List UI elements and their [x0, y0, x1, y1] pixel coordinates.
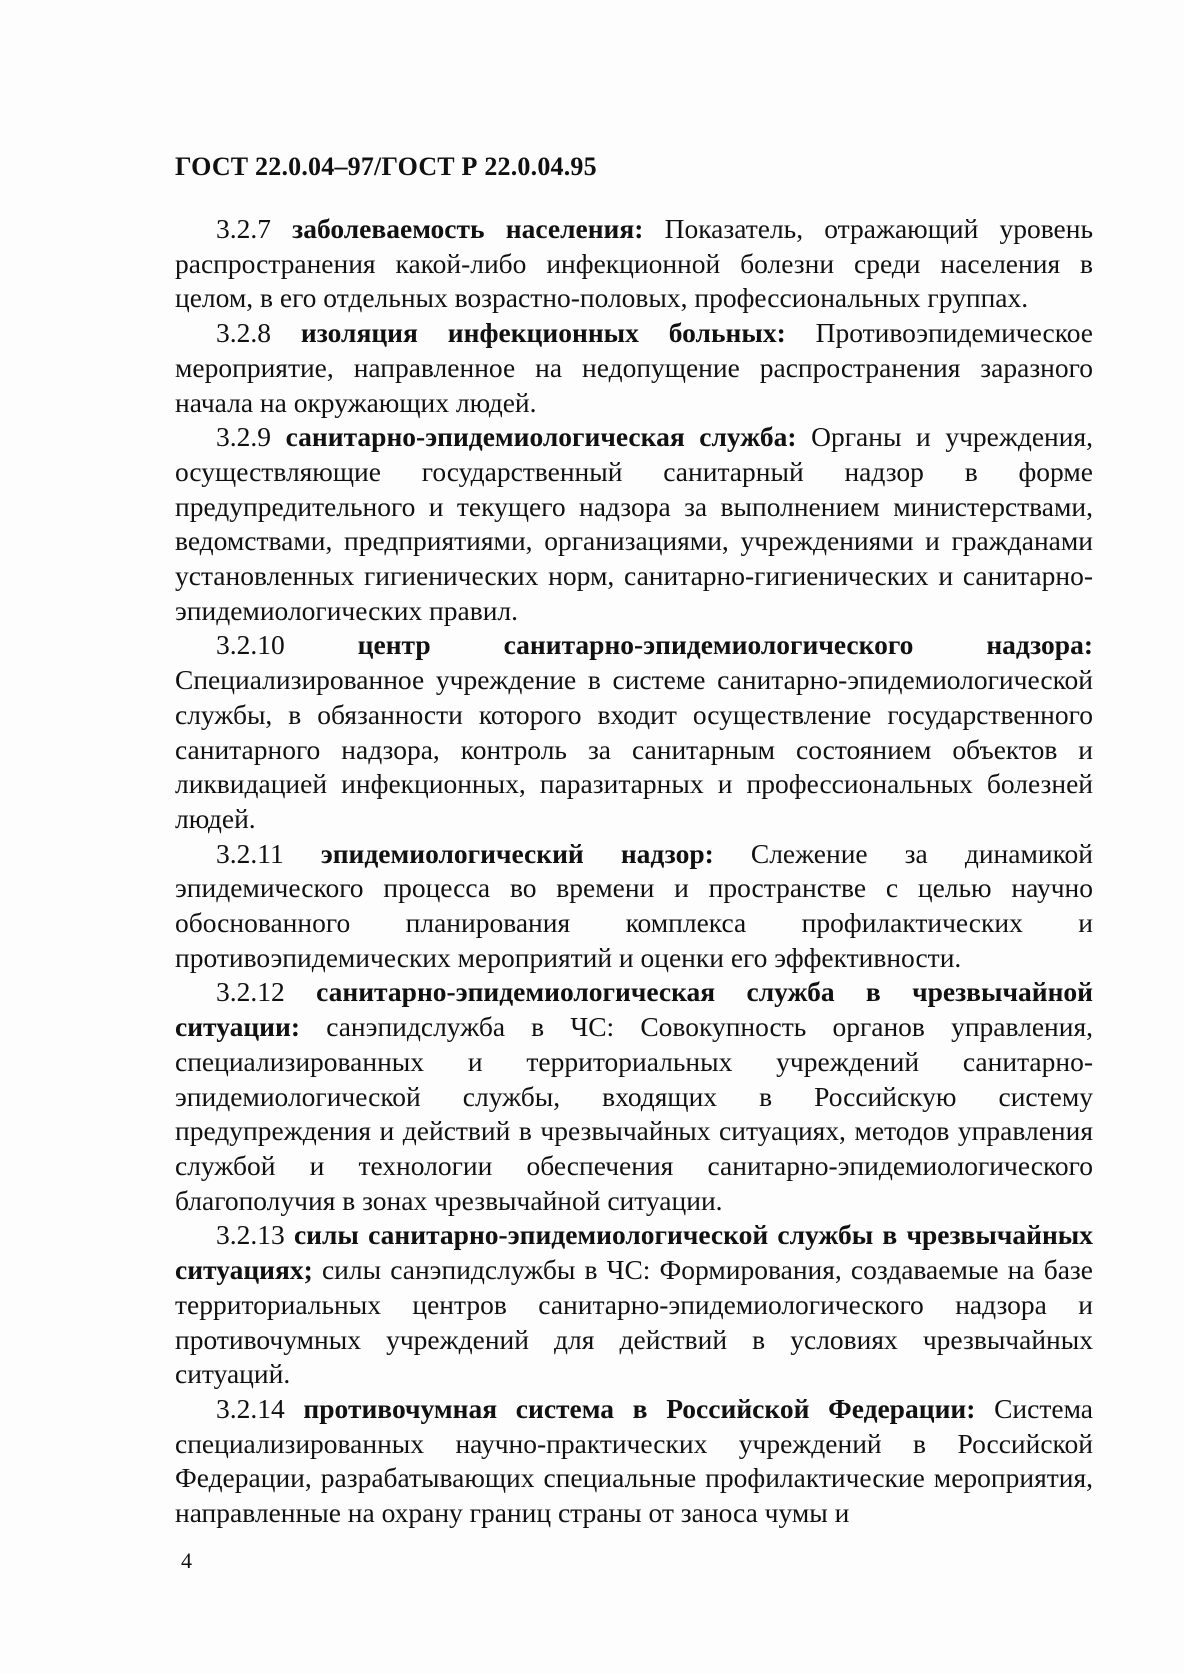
term-3-2-14 [175, 1392, 1093, 1531]
term-3-2-10 [175, 628, 1093, 836]
term-name: противочумная система в Российской Федерации: [303, 1392, 976, 1424]
term-name: санитарно-эпидемиологическая служба в чрезвычайной ситуации: [175, 976, 1094, 1043]
term-name: изоляция инфекционных больных: [300, 317, 786, 349]
term-3-2-12 [175, 975, 1093, 1218]
term-3-2-7 [175, 212, 1093, 316]
terms-section [175, 212, 1093, 1531]
term-definition: Показатель, отражающий уровень распространения какой-либо инфекционной болезни среди населения в целом, в его отдельных возрастно-половых, профессиональных группах. [175, 213, 1094, 314]
term-definition: силы санэпидслужбы в ЧС: Формирования, создаваемые на базе территориальных центров санитарно-эпидемиологического надзора и противочумных учреждений для действий в условиях чрезвычайных ситуаций. [175, 1254, 1094, 1390]
term-number: 3.2.13 [216, 1219, 285, 1251]
term-number: 3.2.9 [216, 421, 271, 453]
term-3-2-11 [175, 837, 1093, 976]
term-name: заболеваемость населения: [292, 213, 644, 244]
term-definition: Органы и учреждения, осуществляющие государственный санитарный надзор в форме предупредительного и текущего надзора за выполнением министерствами, ведомствами, предприятиями, организациями, учреждениями и гражданами установленных гигиенических норм, санитарно-гигиенических и санитарно-эпидемиологических правил. [175, 421, 1094, 626]
term-name: центр санитарно-эпидемиологического надзора: [357, 629, 1094, 661]
term-3-2-13 [175, 1218, 1093, 1392]
page-number: 4 [181, 1548, 192, 1573]
term-3-2-8 [175, 316, 1093, 420]
term-3-2-9 [175, 420, 1093, 628]
term-number: 3.2.11 [216, 837, 284, 869]
term-definition: санэпидслужба в ЧС: Совокупность органов управления, специализированных и территориальных учреждений санитарно-эпидемиологической службы, входящих в Российскую систему предупреждения и действий в чрезвычайных ситуациях, методов управления службой и технологии обеспечения санитарно-эпидемиологического благополучия в зонах чрезвычайной ситуации. [175, 1011, 1094, 1216]
term-number: 3.2.12 [216, 976, 285, 1008]
term-definition: Противоэпидемическое мероприятие, направленное на недопущение распространения заразного начала на окружающих людей. [175, 317, 1093, 418]
term-definition: Система специализированных научно-практических учреждений в Российской Федерации, разрабатывающих специальные профилактические мероприятия, направленные на охрану границ страны от заноса чумы и [175, 1392, 1094, 1529]
term-name: силы санитарно-эпидемиологической службы в чрезвычайных ситуациях; [175, 1219, 1094, 1286]
term-definition: Слежение за динамикой эпидемического процесса во времени и пространстве с целью научно обоснованного планирования комплекса профилактических и противоэпидемических мероприятий и оценки его эффективности. [175, 837, 1094, 973]
term-number: 3.2.8 [216, 317, 271, 349]
term-number: 3.2.10 [216, 629, 285, 661]
document-header: ГОСТ 22.0.04–97/ГОСТ Р 22.0.04.95 [175, 152, 597, 181]
term-name: санитарно-эпидемиологическая служба: [285, 421, 797, 453]
term-number: 3.2.14 [216, 1392, 285, 1424]
term-name: эпидемиологический надзор: [320, 837, 714, 869]
term-definition: Специализированное учреждение в системе санитарно-эпидемиологической службы, в обязанности которого входит осуществление государственного санитарного надзора, контроль за санитарным состоянием объектов и ликвидацией инфекционных, паразитарных и профессиональных болезней людей. [175, 664, 1093, 834]
term-number: 3.2.7 [216, 213, 271, 244]
